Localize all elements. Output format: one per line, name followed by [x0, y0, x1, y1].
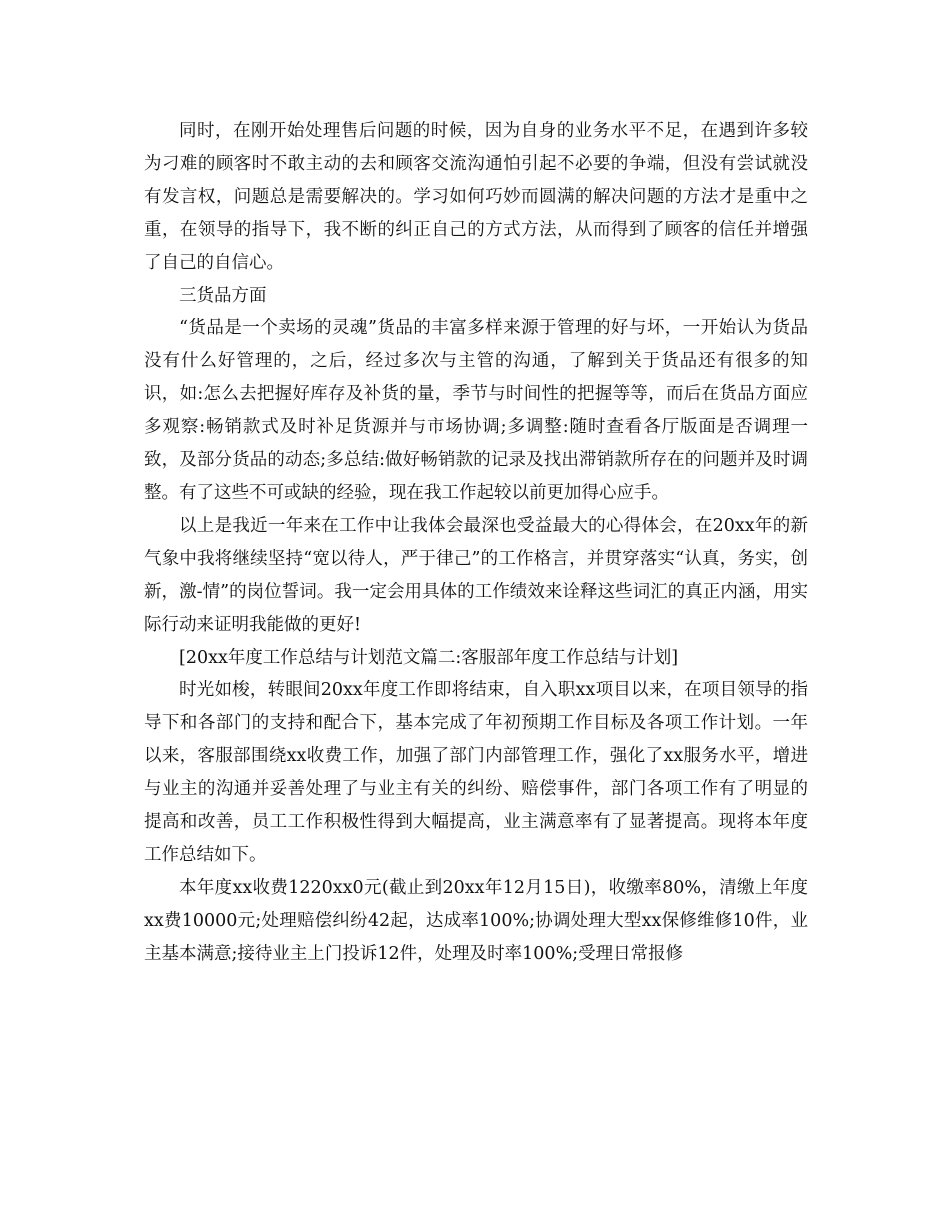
paragraph-intro-customer-service: 时光如梭，转眼间20xx年度工作即将结束，自入职xx项目以来，在项目领导的指导下和各部门的支持和配合下，基本完成了年初预期工作目标及各项工作计划。一年以来，客服部围绕xx收费工作，加强了部门内部管理工作，强化了xx服务水平，增进与业主的沟通并妥善处理了与业主有关的纠纷、赔偿事件，部门各项工作有了明显的提高和改善，员工工作积极性得到大幅提高，业主满意率有了显著提高。现将本年度工作总结如下。: [144, 680, 808, 865]
paragraph-conclusion: 以上是我近一年来在工作中让我体会最深也受益最大的心得体会，在20xx年的新气象中我将继续坚持“宽以待人，严于律己”的工作格言，并贯穿落实“认真，务实，创新，激-情”的岗位誓词。我一定会用具体的工作绩效来诠释这些词汇的真正内涵，用实际行动来证明我能做的更好!: [144, 515, 808, 635]
document-body: [144, 115, 808, 971]
paragraph-annual-figures: 本年度xx收费1220xx0元(截止到20xx年12月15日)，收缴率80%，清缴上年度xx费10000元;处理赔偿纠纷42起，达成率100%;协调处理大型xx保修维修10件，业主基本满意;接待业主上门投诉12件，处理及时率100%;受理日常报修: [144, 877, 808, 964]
article-title-part-two: [20xx年度工作总结与计划范文篇二:客服部年度工作总结与计划]: [179, 647, 679, 668]
paragraph-goods: “货品是一个卖场的灵魂”货品的丰富多样来源于管理的好与坏，一开始认为货品没有什么好管理的，之后，经过多次与主管的沟通，了解到关于货品还有很多的知识，如:怎么去把握好库存及补货的量，季节与时间性的把握等等，而后在货品方面应多观察:畅销款式及时补足货源并与市场协调;多调整:随时查看各厅版面是否调理一致，及部分货品的动态;多总结:做好畅销款的记录及找出滞销款所存在的问题并及时调整。有了这些不可或缺的经验，现在我工作起较以前更加得心应手。: [144, 318, 808, 503]
paragraph-after-sales: 同时，在刚开始处理售后问题的时候，因为自身的业务水平不足，在遇到许多较为刁难的顾客时不敢主动的去和顾客交流沟通怕引起不必要的争端，但没有尝试就没有发言权，问题总是需要解决的。学习如何巧妙而圆满的解决问题的方法才是重中之重，在领导的指导下，我不断的纠正自己的方式方法，从而得到了顾客的信任并增强了自己的自信心。: [144, 121, 808, 273]
section-heading-goods: 三货品方面: [179, 285, 267, 306]
